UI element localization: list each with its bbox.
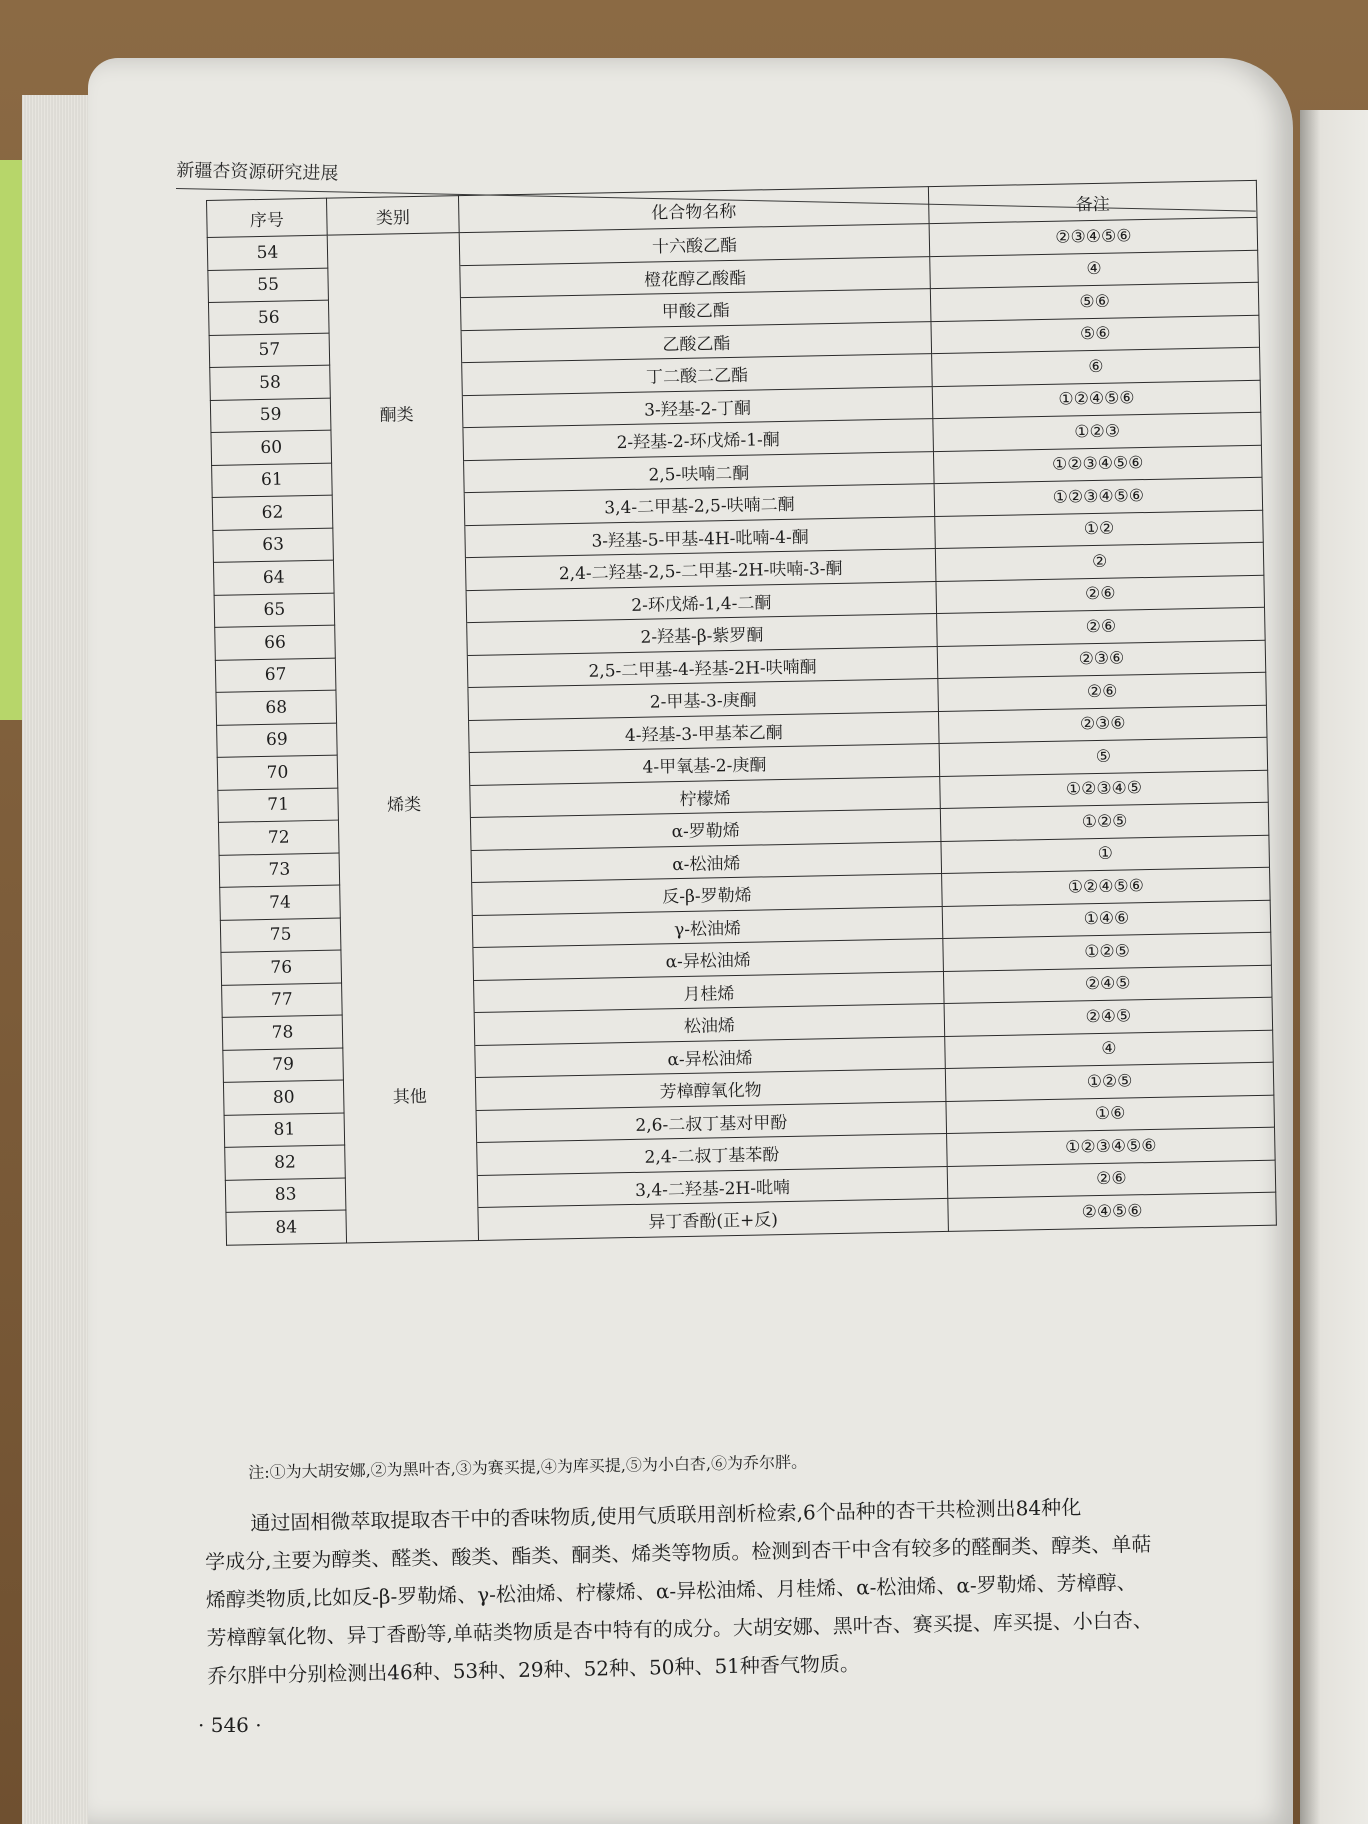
row-note-cell: ① — [941, 835, 1270, 874]
row-compound-cell: 柠檬烯 — [470, 776, 941, 818]
paragraph-line: 学成分,主要为醇类、醛类、酸类、酯类、酮类、烯类等物质。检测到杏干中含有较多的醛酮类、醇类、单萜 — [204, 1531, 1152, 1574]
column-header-note: 备注 — [928, 180, 1257, 223]
row-category-cell — [340, 883, 473, 918]
row-compound-cell: 甲酸乙酯 — [460, 289, 931, 331]
row-category-cell — [346, 1207, 479, 1242]
row-number-cell: 67 — [215, 658, 336, 693]
row-note-cell: ⑤⑥ — [931, 315, 1260, 354]
row-category-cell — [342, 1013, 475, 1048]
row-number-cell: 60 — [211, 430, 332, 465]
row-compound-cell: 2,5-呋喃二酮 — [464, 451, 935, 493]
row-compound-cell: 异丁香酚(正+反) — [478, 1198, 949, 1240]
row-note-cell: ①④⑥ — [942, 900, 1271, 939]
row-category-cell — [345, 1142, 478, 1177]
row-number-cell: 75 — [220, 918, 341, 953]
row-number-cell: 70 — [217, 755, 338, 790]
row-compound-cell: 十六酸乙酯 — [459, 224, 930, 266]
row-number-cell: 76 — [221, 950, 342, 985]
row-note-cell: ①②③④⑤⑥ — [947, 1127, 1276, 1166]
row-category-cell — [337, 753, 470, 788]
row-category-cell — [332, 493, 465, 528]
row-number-cell: 56 — [208, 300, 329, 335]
paragraph-line: 乔尔胖中分别检测出46种、53种、29种、52种、50种、51种香气物质。 — [207, 1651, 861, 1688]
row-compound-cell: 乙酸乙酯 — [461, 321, 932, 363]
row-number-cell: 73 — [219, 853, 340, 888]
row-compound-cell: γ-松油烯 — [472, 906, 943, 948]
row-compound-cell: 芳樟醇氧化物 — [475, 1068, 946, 1110]
row-note-cell: ①②③ — [933, 412, 1262, 451]
row-number-cell: 82 — [225, 1145, 346, 1180]
row-compound-cell: 3-羟基-2-丁酮 — [462, 386, 933, 428]
row-compound-cell: 2,4-二羟基-2,5-二甲基-2H-呋喃-3-酮 — [465, 549, 936, 591]
row-number-cell: 55 — [208, 268, 329, 303]
paragraph-line: 烯醇类物质,比如反-β-罗勒烯、γ-松油烯、柠檬烯、α-异松油烯、月桂烯、α-松油烯、α-罗勒烯、芳樟醇、 — [205, 1570, 1137, 1612]
row-number-cell: 80 — [223, 1080, 344, 1115]
row-category-cell — [332, 460, 465, 495]
row-number-cell: 66 — [215, 625, 336, 660]
row-note-cell: ②⑥ — [937, 607, 1266, 646]
row-note-cell: ①②⑤ — [940, 802, 1269, 841]
column-header-number: 序号 — [207, 198, 328, 237]
row-compound-cell: 3,4-二羟基-2H-吡喃 — [477, 1166, 948, 1208]
row-compound-cell: 2,5-二甲基-4-羟基-2H-呋喃酮 — [467, 646, 938, 688]
row-compound-cell: 2-羟基-β-紫罗酮 — [467, 614, 938, 656]
row-category-cell — [336, 688, 469, 723]
row-category-cell — [333, 525, 466, 560]
row-note-cell: ①②④⑤⑥ — [942, 867, 1271, 906]
row-compound-cell: 2-羟基-2-环戊烯-1-酮 — [463, 419, 934, 461]
row-note-cell: ②⑥ — [938, 672, 1267, 711]
row-note-cell: ④ — [930, 250, 1259, 289]
row-number-cell: 54 — [207, 235, 328, 270]
row-category-cell — [334, 590, 467, 625]
row-compound-cell: 3,4-二甲基-2,5-呋喃二酮 — [464, 484, 935, 526]
row-category-cell — [330, 363, 463, 398]
row-compound-cell: 月桂烯 — [474, 971, 945, 1013]
row-compound-cell: 2,6-二叔丁基对甲酚 — [476, 1101, 947, 1143]
row-number-cell: 68 — [216, 690, 337, 725]
row-category-cell — [338, 818, 471, 853]
row-note-cell: ②④⑤ — [943, 965, 1272, 1004]
row-note-cell: ②④⑤⑥ — [948, 1192, 1277, 1231]
row-compound-cell: 2-甲基-3-庚酮 — [468, 679, 939, 721]
row-category-cell: 酮类 — [330, 395, 463, 430]
row-compound-cell: 丁二酸二乙酯 — [462, 354, 933, 396]
row-note-cell: ①②③④⑤ — [940, 770, 1269, 809]
row-note-cell: ①② — [935, 510, 1264, 549]
row-category-cell — [340, 915, 473, 950]
row-note-cell: ⑤ — [939, 737, 1268, 776]
row-number-cell: 63 — [213, 528, 334, 563]
row-category-cell — [329, 330, 462, 365]
row-compound-cell: α-异松油烯 — [475, 1036, 946, 1078]
row-number-cell: 57 — [209, 333, 330, 368]
row-compound-cell: α-松油烯 — [471, 841, 942, 883]
row-compound-cell: 2,4-二叔丁基苯酚 — [477, 1133, 948, 1175]
row-number-cell: 58 — [210, 365, 331, 400]
compound-table — [206, 180, 1277, 1245]
row-note-cell: ①②③④⑤⑥ — [934, 477, 1263, 516]
row-compound-cell: 4-羟基-3-甲基苯乙酮 — [469, 711, 940, 753]
facing-page-edge — [1300, 110, 1368, 1824]
row-number-cell: 72 — [218, 820, 339, 855]
row-note-cell: ②③⑥ — [938, 705, 1267, 744]
row-number-cell: 59 — [210, 398, 331, 433]
row-note-cell: ②④⑤ — [944, 997, 1273, 1036]
row-number-cell: 69 — [217, 723, 338, 758]
row-compound-cell: 松油烯 — [474, 1003, 945, 1045]
row-number-cell: 78 — [222, 1015, 343, 1050]
row-compound-cell: 2-环戊烯-1,4-二酮 — [466, 581, 937, 623]
row-note-cell: ①⑥ — [946, 1095, 1275, 1134]
column-header-compound: 化合物名称 — [458, 187, 929, 233]
row-number-cell: 64 — [213, 560, 334, 595]
row-note-cell: ①②⑤ — [945, 1062, 1274, 1101]
row-number-cell: 79 — [223, 1048, 344, 1083]
row-note-cell: ①②④⑤⑥ — [932, 380, 1261, 419]
row-number-cell: 84 — [226, 1210, 347, 1245]
running-header-title: 新疆杏资源研究进展 — [176, 160, 339, 185]
row-number-cell: 62 — [212, 495, 333, 530]
row-compound-cell: α-罗勒烯 — [470, 809, 941, 851]
row-category-cell — [339, 850, 472, 885]
row-compound-cell: α-异松油烯 — [473, 938, 944, 980]
row-category-cell — [344, 1110, 477, 1145]
row-note-cell: ②⑥ — [947, 1160, 1276, 1199]
row-note-cell: ②⑥ — [936, 575, 1265, 614]
row-number-cell: 71 — [218, 788, 339, 823]
page-number: · 546 · — [198, 1713, 262, 1737]
paragraph-line: 通过固相微萃取提取杏干中的香味物质,使用气质联用剖析检索,6个品种的杏干共检测出84种化 — [250, 1495, 1082, 1536]
row-category-cell — [328, 265, 461, 300]
row-number-cell: 65 — [214, 593, 335, 628]
row-category-cell — [335, 623, 468, 658]
row-category-cell: 其他 — [343, 1077, 476, 1112]
row-number-cell: 74 — [220, 885, 341, 920]
row-category-cell — [328, 298, 461, 333]
row-compound-cell: 橙花醇乙酸酯 — [460, 256, 931, 298]
row-compound-cell: 反-β-罗勒烯 — [472, 874, 943, 916]
row-note-cell: ⑤⑥ — [930, 282, 1259, 321]
compound-table-wrapper — [206, 180, 1280, 1462]
row-note-cell: ①②③④⑤⑥ — [933, 445, 1262, 484]
row-category-cell — [331, 428, 464, 463]
column-header-category: 类别 — [326, 196, 459, 236]
table-footnote: 注:①为大胡安娜,②为黑叶杏,③为赛买提,④为库买提,⑤为小白杏,⑥为乔尔胖。 — [248, 1452, 808, 1482]
row-note-cell: ② — [935, 542, 1264, 581]
row-compound-cell: 4-甲氧基-2-庚酮 — [469, 744, 940, 786]
row-category-cell — [337, 720, 470, 755]
row-category-cell — [342, 980, 475, 1015]
row-note-cell: ④ — [945, 1030, 1274, 1069]
row-category-cell — [343, 1045, 476, 1080]
row-category-cell — [333, 558, 466, 593]
body-paragraph — [204, 1485, 1267, 1695]
row-note-cell: ①②⑤ — [943, 932, 1272, 971]
row-note-cell: ②③⑥ — [937, 640, 1266, 679]
row-number-cell: 83 — [225, 1178, 346, 1213]
row-number-cell: 77 — [222, 983, 343, 1018]
row-note-cell: ②③④⑤⑥ — [929, 217, 1258, 256]
row-category-cell — [341, 948, 474, 983]
row-category-cell — [327, 233, 460, 268]
row-number-cell: 61 — [212, 463, 333, 498]
row-number-cell: 81 — [224, 1113, 345, 1148]
row-category-cell: 烯类 — [338, 785, 471, 820]
table-body — [207, 217, 1276, 1244]
row-category-cell — [345, 1175, 478, 1210]
row-note-cell: ⑥ — [932, 347, 1261, 386]
paragraph-line: 芳樟醇氧化物、异丁香酚等,单萜类物质是杏中特有的成分。大胡安娜、黑叶杏、赛买提、库买提、小白杏、 — [206, 1607, 1153, 1650]
row-category-cell — [335, 655, 468, 690]
row-compound-cell: 3-羟基-5-甲基-4H-吡喃-4-酮 — [465, 516, 936, 558]
